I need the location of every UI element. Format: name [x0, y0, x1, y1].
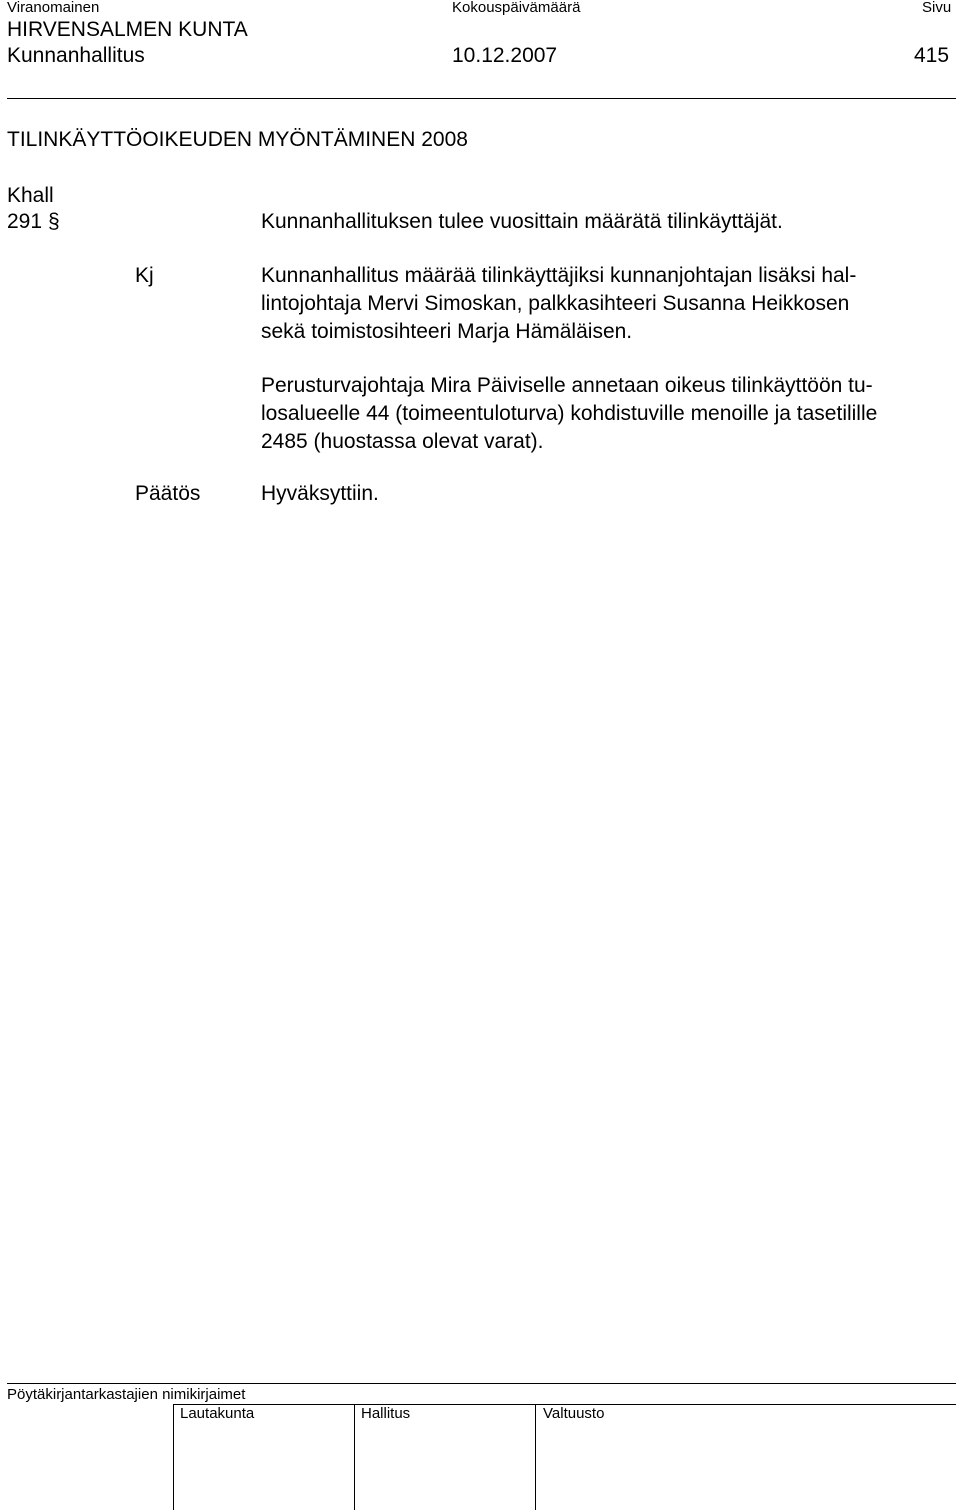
header-body: Kunnanhallitus: [7, 44, 145, 67]
case-intro: Kunnanhallituksen tulee vuosittain määrätä tilinkäyttäjät.: [261, 210, 783, 233]
section-symbol-icon: §: [48, 210, 60, 233]
footer-column-divider: [535, 1404, 536, 1510]
footer-column-valtuusto: Valtuusto: [543, 1405, 605, 1422]
header-page-label: Sivu: [922, 0, 952, 16]
header-divider: [7, 98, 956, 99]
document-title: TILINKÄYTTÖOIKEUDEN MYÖNTÄMINEN 2008: [7, 128, 468, 151]
decision-text: Hyväksyttiin.: [261, 482, 379, 505]
footer-column-divider: [173, 1404, 174, 1510]
footer-divider: [7, 1383, 956, 1384]
case-org: Khall: [7, 184, 54, 207]
footer-column-divider: [354, 1404, 355, 1510]
proposal-line: Perusturvajohtaja Mira Päiviselle annetaan oikeus tilinkäyttöön tu-: [261, 374, 873, 397]
proposal-label: Kj: [135, 264, 154, 287]
case-number: 291: [7, 210, 43, 233]
header-page-number: 415: [914, 44, 950, 67]
footer-column-lautakunta: Lautakunta: [180, 1405, 255, 1422]
footer-column-hallitus: Hallitus: [361, 1405, 411, 1422]
decision-label: Päätös: [135, 482, 201, 505]
header-organization: HIRVENSALMEN KUNTA: [7, 18, 248, 41]
proposal-line: 2485 (huostassa olevat varat).: [261, 430, 544, 453]
proposal-line: losalueelle 44 (toimeentuloturva) kohdistuville menoille ja tasetilille: [261, 402, 878, 425]
proposal-line: sekä toimistosihteeri Marja Hämäläisen.: [261, 320, 633, 343]
header-date: 10.12.2007: [452, 44, 558, 67]
case-number-row: [7, 210, 60, 234]
proposal-line: Kunnanhallitus määrää tilinkäyttäjiksi kunnanjohtajan lisäksi hal-: [261, 264, 857, 287]
footer-title: Pöytäkirjantarkastajien nimikirjaimet: [7, 1386, 246, 1403]
header-authority-label: Viranomainen: [7, 0, 100, 16]
header-meeting-date-label: Kokouspäivämäärä: [452, 0, 581, 16]
proposal-line: lintojohtaja Mervi Simoskan, palkkasihteeri Susanna Heikkosen: [261, 292, 850, 315]
proposal-paragraph-2: [261, 372, 960, 456]
proposal-paragraph-1: [261, 262, 960, 346]
